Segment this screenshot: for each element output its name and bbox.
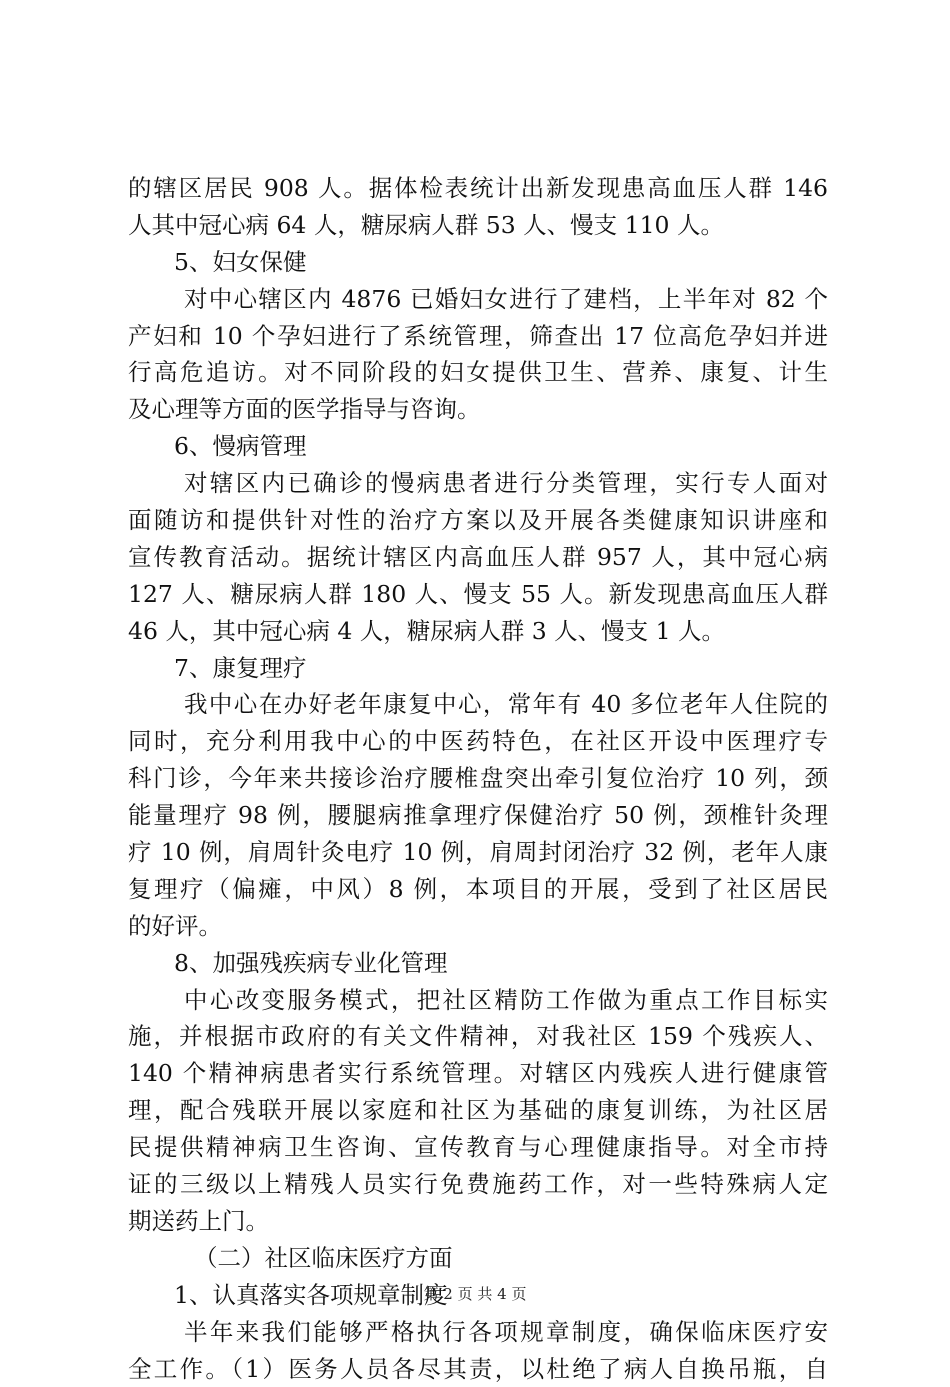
text-line: 5、妇女保健 bbox=[128, 244, 828, 281]
text-line: 证的三级以上精残人员实行免费施药工作，对一些特殊病人定 bbox=[128, 1166, 828, 1203]
text-line: 宣传教育活动。据统计辖区内高血压人群 957 人，其中冠心病 bbox=[128, 539, 828, 576]
text-line: 及心理等方面的医学指导与咨询。 bbox=[128, 391, 828, 428]
text-line: 的辖区居民 908 人。据体检表统计出新发现患高血压人群 146 bbox=[128, 170, 828, 207]
text-line: 半年来我们能够严格执行各项规章制度，确保临床医疗安 bbox=[128, 1314, 828, 1351]
text-line: 1、认真落实各项规章制度 bbox=[128, 1277, 828, 1314]
text-line: 6、慢病管理 bbox=[128, 428, 828, 465]
text-line: 施，并根据市政府的有关文件精神，对我社区 159 个残疾人、 bbox=[128, 1018, 828, 1055]
text-line: 面随访和提供针对性的治疗方案以及开展各类健康知识讲座和 bbox=[128, 502, 828, 539]
text-line: 对辖区内已确诊的慢病患者进行分类管理，实行专人面对 bbox=[128, 465, 828, 502]
text-line: 全工作。（1）医务人员各尽其责，以杜绝了病人自换吊瓶，自 bbox=[128, 1351, 828, 1387]
page-footer bbox=[0, 1283, 950, 1304]
text-line: 46 人，其中冠心病 4 人，糖尿病人群 3 人、慢支 1 人。 bbox=[128, 613, 828, 650]
text-line: 民提供精神病卫生咨询、宣传教育与心理健康指导。对全市持 bbox=[128, 1129, 828, 1166]
document-body bbox=[128, 170, 828, 1387]
text-line: 理，配合残联开展以家庭和社区为基础的康复训练，为社区居 bbox=[128, 1092, 828, 1129]
text-line: 人其中冠心病 64 人，糖尿病人群 53 人、慢支 110 人。 bbox=[128, 207, 828, 244]
text-line: 的好评。 bbox=[128, 908, 828, 945]
text-line: 127 人、糖尿病人群 180 人、慢支 55 人。新发现患高血压人群 bbox=[128, 576, 828, 613]
text-line: 产妇和 10 个孕妇进行了系统管理，筛查出 17 位高危孕妇并进 bbox=[128, 318, 828, 355]
text-line: 行高危追访。对不同阶段的妇女提供卫生、营养、康复、计生 bbox=[128, 354, 828, 391]
text-line: 我中心在办好老年康复中心，常年有 40 多位老年人住院的 bbox=[128, 686, 828, 723]
text-line: 科门诊，今年来共接诊治疗腰椎盘突出牵引复位治疗 10 列，颈 bbox=[128, 760, 828, 797]
text-line: 8、加强残疾病专业化管理 bbox=[128, 945, 828, 982]
text-line: 对中心辖区内 4876 已婚妇女进行了建档，上半年对 82 个 bbox=[128, 281, 828, 318]
text-line: 7、康复理疗 bbox=[128, 650, 828, 687]
page-number-label: 第 2 页 共 4 页 bbox=[424, 1285, 527, 1303]
text-line: 疗 10 例，肩周针灸电疗 10 例，肩周封闭治疗 32 例，老年人康 bbox=[128, 834, 828, 871]
text-line: 能量理疗 98 例，腰腿病推拿理疗保健治疗 50 例，颈椎针灸理 bbox=[128, 797, 828, 834]
text-line: 中心改变服务模式，把社区精防工作做为重点工作目标实 bbox=[128, 982, 828, 1019]
text-line: 复理疗（偏瘫，中风）8 例，本项目的开展，受到了社区居民 bbox=[128, 871, 828, 908]
text-line: （二）社区临床医疗方面 bbox=[128, 1240, 828, 1277]
text-line: 同时，充分利用我中心的中医药特色，在社区开设中医理疗专 bbox=[128, 723, 828, 760]
text-line: 期送药上门。 bbox=[128, 1203, 828, 1240]
text-line: 140 个精神病患者实行系统管理。对辖区内残疾人进行健康管 bbox=[128, 1055, 828, 1092]
